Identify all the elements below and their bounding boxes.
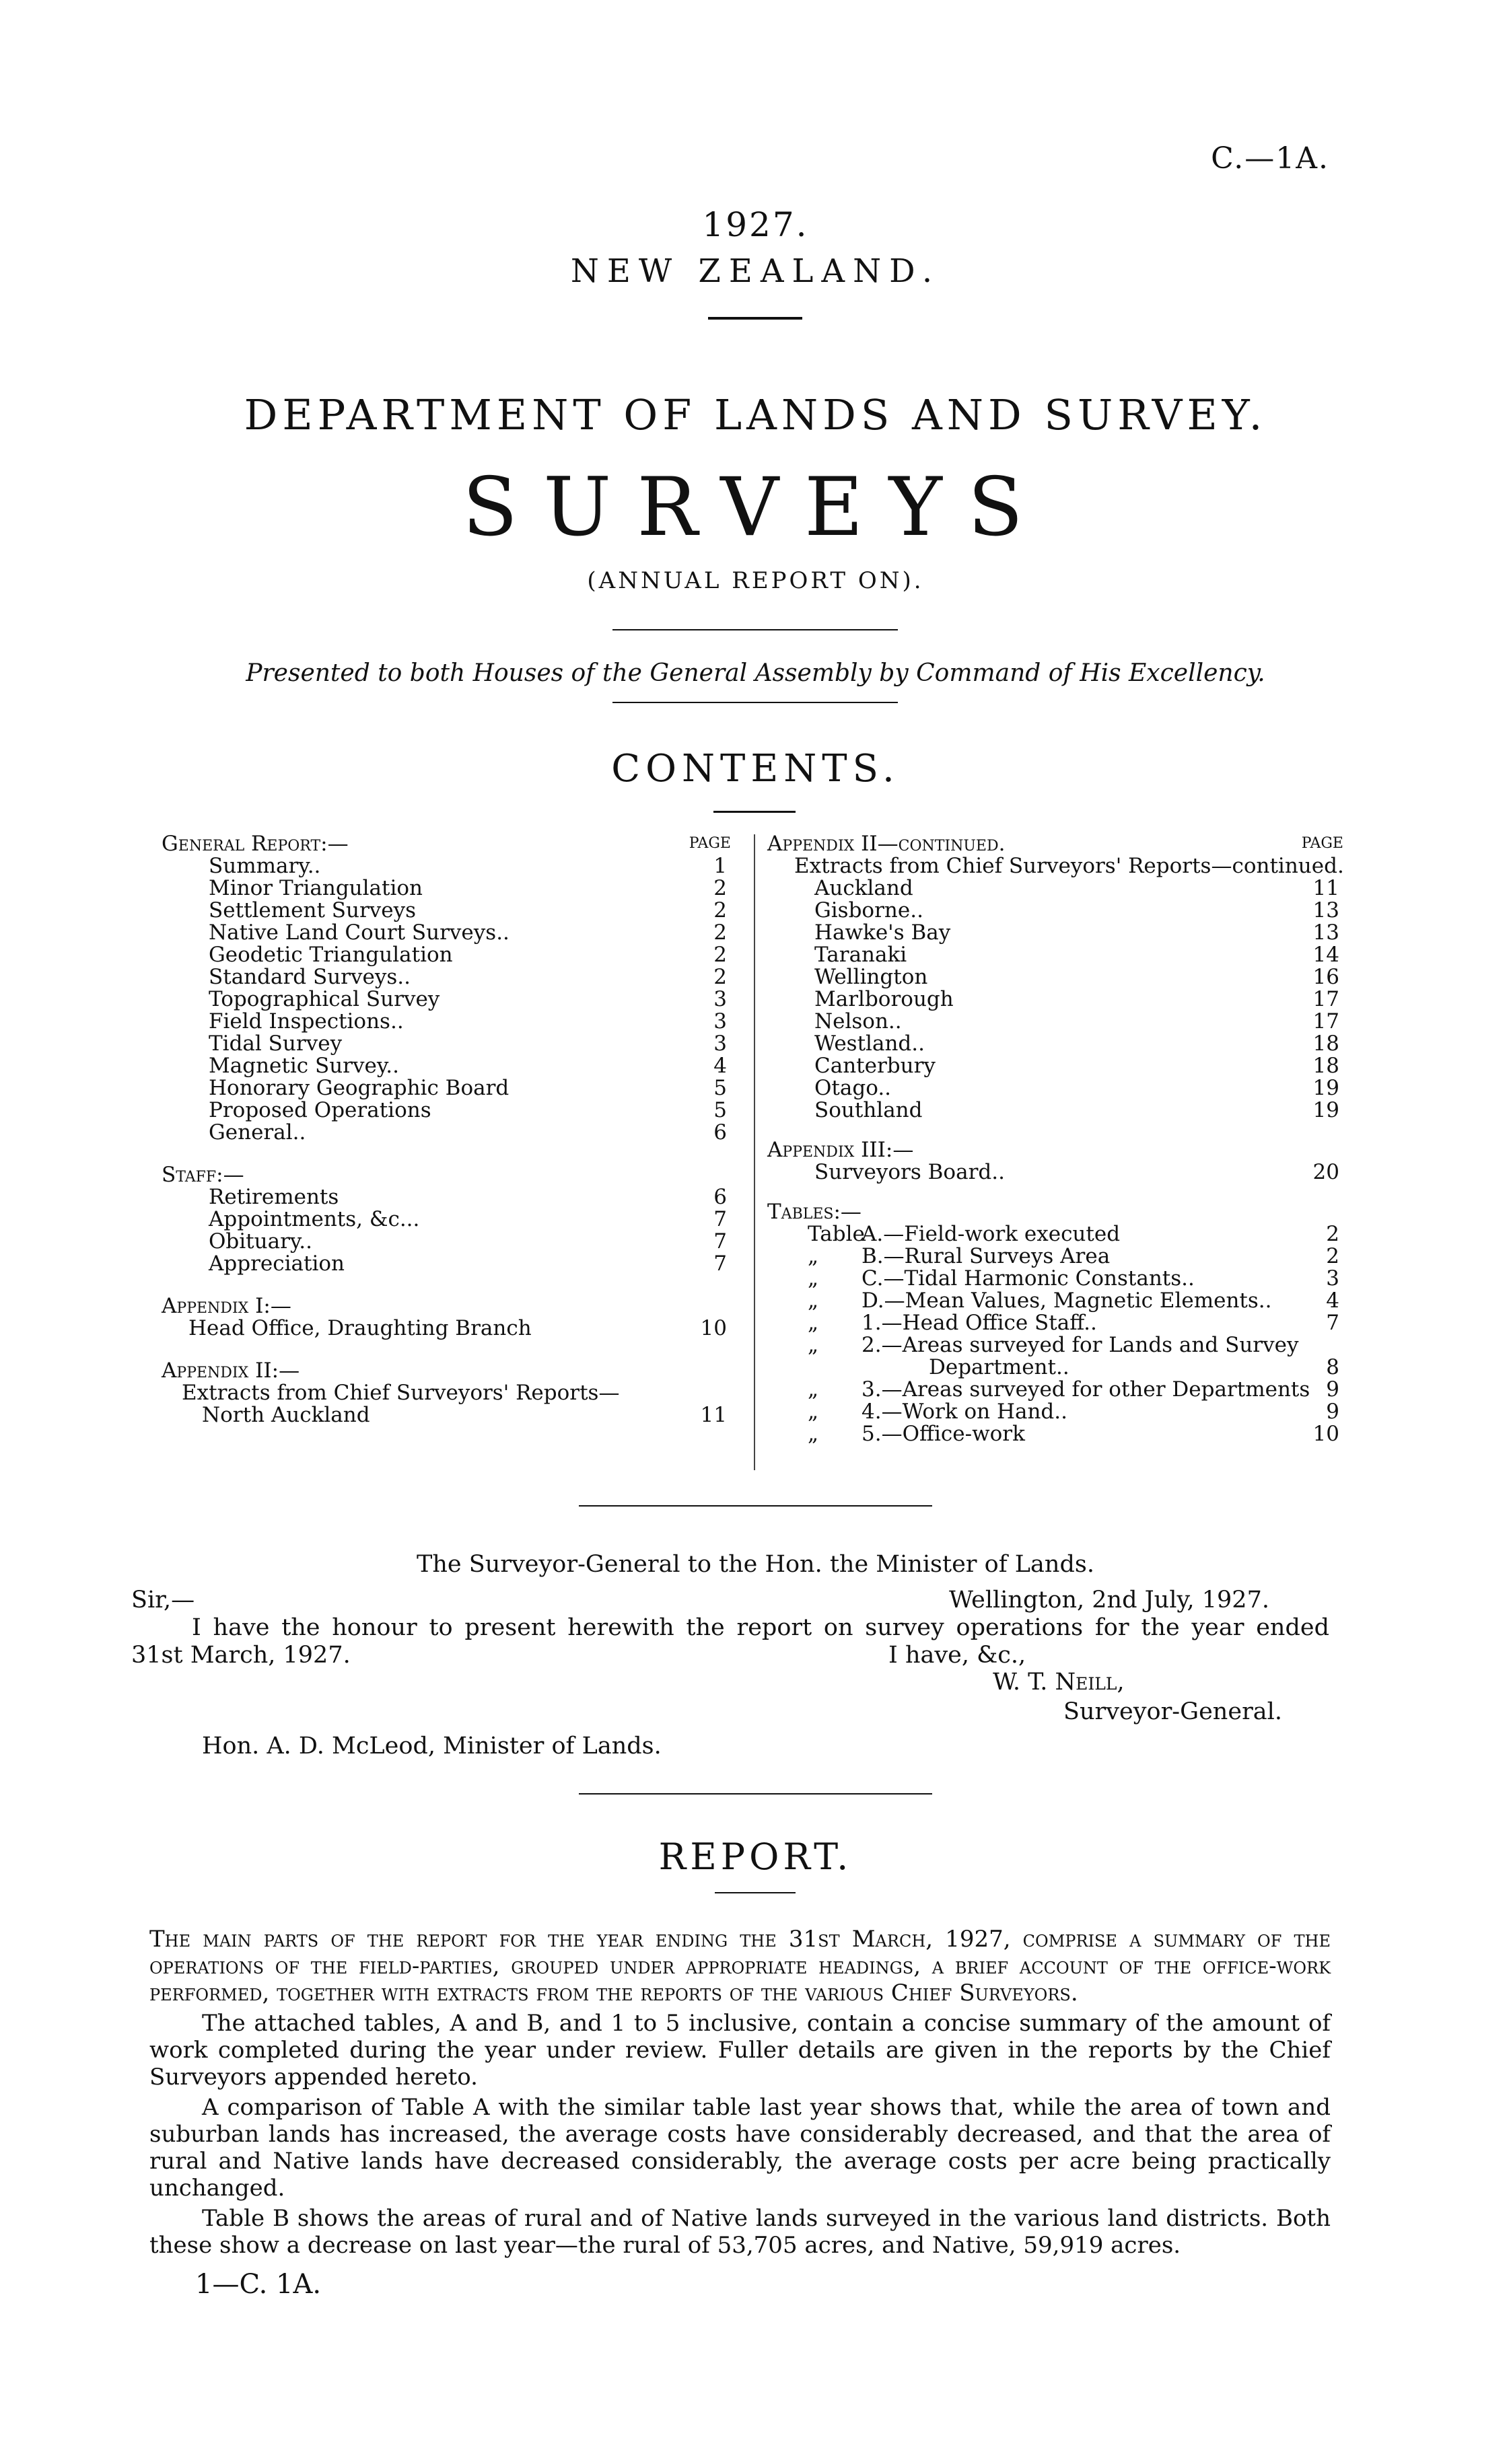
toc-entry-label: Topographical Survey [209, 987, 440, 1011]
toc-entry [162, 1011, 727, 1033]
toc-entry-page: 3 [713, 1009, 727, 1034]
toc-entry-prefix: „ [808, 1333, 819, 1357]
toc-entry-label: Tidal Survey [209, 1031, 343, 1056]
toc-entry-label: Magnetic Survey.. [209, 1054, 399, 1078]
toc-entry-page: 7 [713, 1207, 727, 1231]
toc-entry-prefix: „ [808, 1244, 819, 1268]
toc-entry-prefix: „ [808, 1422, 819, 1446]
toc-list [162, 1404, 727, 1426]
toc-entry [767, 1290, 1339, 1312]
toc-entry-label: North Auckland [202, 1403, 370, 1427]
toc-entry-label: Appointments, &c... [209, 1207, 420, 1231]
toc-entry-label: Geodetic Triangulation [209, 943, 453, 967]
presentation-note: Presented to both Houses of the General Assembly by Command of His Excellency. [246, 659, 1265, 687]
toc-list [162, 1186, 727, 1275]
section-heading: Appendix III:— [767, 1138, 914, 1162]
page-column-label: PAGE [689, 835, 731, 852]
toc-entry [162, 1186, 727, 1208]
toc-entry [767, 1077, 1339, 1099]
toc-entry-label: Department.. [929, 1355, 1069, 1379]
toc-entry-label: Auckland [814, 876, 913, 900]
section-heading: Staff:— [162, 1163, 244, 1187]
toc-entry-page: 17 [1312, 987, 1339, 1011]
toc-entry-label: 5.—Office-work [862, 1422, 1025, 1446]
toc-entry [162, 922, 727, 944]
toc-entry-page: 2 [1326, 1222, 1339, 1246]
toc-entry-prefix: „ [808, 1289, 819, 1313]
toc-entry-page: 13 [1312, 920, 1339, 945]
divider [713, 811, 796, 813]
country-title: NEW ZEALAND. [570, 252, 941, 290]
toc-entry-label: Settlement Surveys [209, 898, 417, 922]
toc-entry [162, 1317, 727, 1340]
toc-entry-page: 20 [1312, 1160, 1339, 1184]
letter-signature: W. T. Neill, [993, 1669, 1125, 1696]
toc-entry [162, 900, 727, 922]
toc-entry-page: 3 [1326, 1266, 1339, 1291]
toc-entry-label: 3.—Areas surveyed for other Departments [862, 1377, 1310, 1402]
toc-entry [767, 966, 1339, 988]
toc-entry-label: Field Inspections.. [209, 1009, 404, 1034]
toc-list [162, 1317, 727, 1340]
toc-entry [162, 1253, 727, 1275]
toc-entry-label: Taranaki [814, 943, 907, 967]
toc-entry-page: 14 [1312, 943, 1339, 967]
toc-entry-label: 1.—Head Office Staff.. [862, 1311, 1097, 1335]
page-column-label: PAGE [1301, 835, 1343, 852]
toc-entry-page: 2 [713, 876, 727, 900]
toc-entry-page: 11 [1312, 876, 1339, 900]
letter-heading: The Surveyor-General to the Hon. the Minister of Lands. [417, 1551, 1094, 1578]
toc-entry-page: 2 [1326, 1244, 1339, 1268]
toc-entry [162, 966, 727, 988]
toc-entry-page: 2 [713, 965, 727, 989]
toc-entry-page: 11 [700, 1403, 727, 1427]
toc-entry-page: 5 [713, 1098, 727, 1122]
department-title: DEPARTMENT OF LANDS AND SURVEY. [244, 390, 1267, 439]
toc-entry-page: 4 [713, 1054, 727, 1078]
toc-entry [767, 1245, 1339, 1268]
toc-entry [767, 1401, 1339, 1423]
contents-heading: CONTENTS. [611, 747, 900, 791]
report-paragraph-text: The attached tables, A and B, and 1 to 5 inclusive, contain a concise summary of the amount of work completed during the year under review. Fuller details are given in the reports by the Chief Surveyors appended hereto. [149, 2010, 1331, 2091]
toc-entry-label: Wellington [814, 965, 928, 989]
toc-entry-page: 10 [700, 1316, 727, 1340]
toc-entry-label: C.—Tidal Harmonic Constants.. [862, 1266, 1195, 1291]
toc-entry [767, 1033, 1339, 1055]
toc-entry-page: 3 [713, 1031, 727, 1056]
contents-left-column [162, 832, 731, 1427]
divider [612, 629, 898, 630]
toc-entry-page: 18 [1312, 1031, 1339, 1056]
report-paragraph [149, 2205, 1331, 2259]
toc-list [767, 1161, 1339, 1184]
toc-entry [767, 900, 1339, 922]
toc-entry [162, 1208, 727, 1231]
divider [715, 1892, 796, 1893]
section-heading: Appendix II—continued. [767, 832, 1006, 856]
toc-entry-page: 2 [713, 943, 727, 967]
toc-entry [767, 1099, 1339, 1122]
toc-entry [767, 1011, 1339, 1033]
toc-entry [767, 1379, 1339, 1401]
toc-entry [162, 988, 727, 1011]
toc-entry-page: 6 [713, 1120, 727, 1145]
toc-entry-label: B.—Rural Surveys Area [862, 1244, 1111, 1268]
toc-entry-label: A.—Field-work executed [862, 1222, 1121, 1246]
report-title: SURVEYS [462, 461, 1049, 554]
toc-entry-page: 17 [1312, 1009, 1339, 1034]
toc-entry [162, 1077, 727, 1099]
toc-entry [767, 988, 1339, 1011]
toc-entry [767, 1334, 1339, 1356]
toc-entry-label: Appreciation [209, 1252, 345, 1276]
toc-entry-label: Obituary.. [209, 1229, 313, 1254]
toc-entry-page: 5 [713, 1076, 727, 1100]
toc-entry-label: Head Office, Draughting Branch [188, 1316, 532, 1340]
toc-entry-page: 1 [713, 854, 727, 878]
toc-entry [767, 1161, 1339, 1184]
toc-entry-page: 2 [713, 898, 727, 922]
section-heading: General Report:— [162, 832, 349, 856]
toc-entry-label: 4.—Work on Hand.. [862, 1400, 1067, 1424]
toc-entry-label: Westland.. [814, 1031, 925, 1056]
report-paragraph-text: The main parts of the report for the year ending the 31st March, 1927, comprise a summary of the operations of the field-parties, grouped under appropriate headings, a brief account of the office-work performed, together with extracts from the reports of the various Chief Surveyors. [149, 1926, 1331, 2006]
document-reference: C.—1A. [1211, 141, 1329, 176]
letter-addressee: Hon. A. D. McLeod, Minister of Lands. [202, 1733, 662, 1760]
toc-entry-page: 9 [1326, 1377, 1339, 1402]
page-footer-reference: 1—C. 1A. [195, 2269, 322, 2300]
toc-entry-page: 16 [1312, 965, 1339, 989]
toc-entry-prefix: „ [808, 1400, 819, 1424]
report-paragraph-text: Table B shows the areas of rural and of Native lands surveyed in the various land districts. Both these show a decrease on last year—the rural of 53,705 acres, and Native, 59,919 acres. [149, 2205, 1331, 2259]
toc-entry [767, 944, 1339, 966]
toc-entry [767, 1223, 1339, 1245]
divider [579, 1505, 932, 1507]
toc-entry-label: Nelson.. [814, 1009, 902, 1034]
appendix2-continued-heading-row [767, 832, 1343, 856]
toc-entry-label: Canterbury [814, 1054, 936, 1078]
toc-entry-label: Marlborough [814, 987, 954, 1011]
toc-entry-label: Minor Triangulation [209, 876, 423, 900]
toc-entry-page: 3 [713, 987, 727, 1011]
toc-entry-label: Retirements [209, 1185, 339, 1209]
toc-entry [767, 1356, 1339, 1379]
toc-entry [162, 1231, 727, 1253]
section-heading: Appendix II:— [162, 1358, 300, 1383]
divider [708, 317, 802, 320]
toc-entry [767, 1423, 1339, 1445]
toc-entry-label: Gisborne.. [814, 898, 923, 922]
letter-body: I have the honour to present herewith the report on survey operations for the year ended [192, 1614, 1329, 1641]
toc-entry [162, 1122, 727, 1144]
report-heading: REPORT. [658, 1836, 853, 1878]
toc-entry-page: 18 [1312, 1054, 1339, 1078]
toc-entry-page: 10 [1312, 1422, 1339, 1446]
report-paragraph-text: A comparison of Table A with the similar table last year shows that, while the area of town and suburban lands has increased, the average costs have considerably decreased, and that the area of rural and Native lands have decreased considerably, the average costs per acre being practically unchanged. [149, 2094, 1331, 2202]
toc-entry-label: Native Land Court Surveys.. [209, 920, 509, 945]
toc-entry-label: Otago.. [814, 1076, 892, 1100]
toc-entry-prefix: „ [808, 1377, 819, 1402]
letter-closing: I have, &c., [888, 1642, 1026, 1669]
toc-entry-label: Honorary Geographic Board [209, 1076, 509, 1100]
toc-entry-label: Southland [814, 1098, 923, 1122]
letter-body-continued: 31st March, 1927. [131, 1642, 351, 1669]
toc-entry [162, 1033, 727, 1055]
toc-entry [162, 855, 727, 877]
toc-entry [162, 877, 727, 900]
letter-signatory-title: Surveyor-General. [1063, 1698, 1282, 1725]
report-paragraph [149, 2010, 1331, 2091]
toc-entry-page: 7 [713, 1229, 727, 1254]
contents-right-column [767, 832, 1344, 1446]
divider [612, 702, 898, 703]
toc-entry-label: Summary.. [209, 854, 321, 878]
section-heading: Tables:— [767, 1200, 862, 1224]
toc-entry [162, 1055, 727, 1077]
toc-entry [162, 1404, 727, 1426]
toc-entry-label: Surveyors Board.. [814, 1160, 1005, 1184]
report-subtitle: (ANNUAL REPORT ON). [587, 567, 924, 594]
toc-entry-page: 7 [713, 1252, 727, 1276]
divider [579, 1793, 932, 1795]
report-paragraph [149, 1926, 1331, 2006]
toc-entry-page: 19 [1312, 1098, 1339, 1122]
toc-entry-prefix: „ [808, 1266, 819, 1291]
toc-entry-label: Standard Surveys.. [209, 965, 411, 989]
toc-entry-page: 8 [1326, 1355, 1339, 1379]
letter-place-date: Wellington, 2nd July, 1927. [949, 1587, 1269, 1614]
toc-subheading: Extracts from Chief Surveyors' Reports— [182, 1381, 620, 1405]
toc-entry [767, 877, 1339, 900]
toc-entry-prefix: Table [808, 1222, 865, 1246]
toc-entry-page: 2 [713, 920, 727, 945]
section-heading: Appendix I:— [162, 1294, 291, 1318]
toc-subheading: Extracts from Chief Surveyors' Reports—continued. [794, 854, 1344, 878]
toc-entry [162, 1099, 727, 1122]
toc-entry-prefix: „ [808, 1311, 819, 1335]
toc-entry-label: Proposed Operations [209, 1098, 431, 1122]
toc-entry-page: 19 [1312, 1076, 1339, 1100]
toc-list [767, 1223, 1339, 1445]
general-report-heading-row [162, 832, 731, 856]
toc-entry [767, 1268, 1339, 1290]
toc-entry-page: 7 [1326, 1311, 1339, 1335]
toc-entry-label: 2.—Areas surveyed for Lands and Survey [862, 1333, 1299, 1357]
toc-entry [162, 944, 727, 966]
toc-entry [767, 1312, 1339, 1334]
toc-entry-label: General.. [209, 1120, 306, 1145]
toc-entry-page: 6 [713, 1185, 727, 1209]
toc-entry-label: D.—Mean Values, Magnetic Elements.. [862, 1289, 1272, 1313]
toc-entry-page: 13 [1312, 898, 1339, 922]
toc-list [767, 877, 1339, 1122]
toc-list [162, 855, 727, 1144]
letter-salutation: Sir,— [131, 1587, 195, 1614]
column-divider [754, 834, 755, 1470]
report-paragraph [149, 2094, 1331, 2202]
toc-entry-label: Hawke's Bay [814, 920, 951, 945]
toc-entry-page: 4 [1326, 1289, 1339, 1313]
year: 1927. [702, 205, 809, 244]
toc-entry [767, 1055, 1339, 1077]
toc-entry-page: 9 [1326, 1400, 1339, 1424]
toc-entry [767, 922, 1339, 944]
